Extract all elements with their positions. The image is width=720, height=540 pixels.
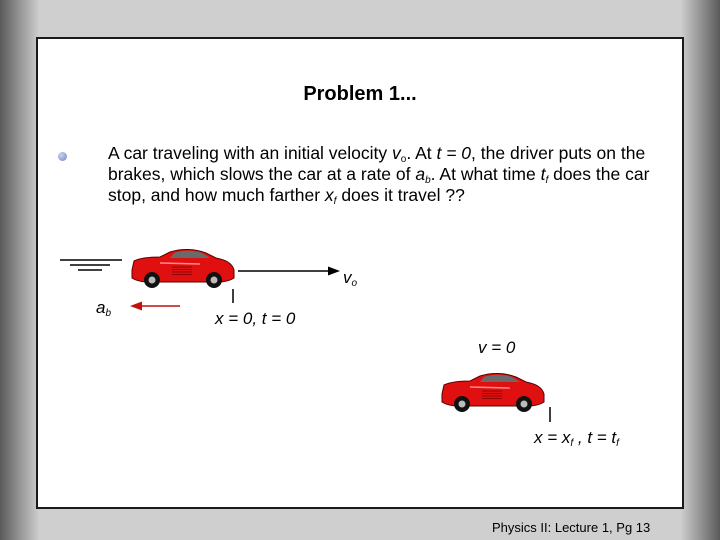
- slide-footer: Physics II: Lecture 1, Pg 13: [492, 520, 651, 535]
- acceleration-arrow: [130, 302, 180, 311]
- final-velocity-label: v = 0: [478, 338, 516, 357]
- velocity-label: $v_o$: [343, 268, 358, 289]
- acceleration-label: $a_b$: [96, 298, 112, 319]
- car-moving: [132, 249, 234, 288]
- speed-lines: [60, 260, 122, 270]
- final-position-label: $x = x_f$ , $t = t_f$: [534, 428, 619, 449]
- velocity-arrow: [238, 267, 340, 276]
- problem-text: A car traveling with an initial velocity $v_o$. At t = 0, the driver puts on the brakes, which slows the car at a rate of $a_b$. At what time $t_f$ does the car stop, and how much farther $x_f$ does it travel ??: [108, 143, 650, 207]
- start-position-label: x = 0, t = 0: [215, 309, 296, 328]
- slide-title: Problem 1...: [303, 83, 417, 105]
- car-stopped: [442, 373, 544, 412]
